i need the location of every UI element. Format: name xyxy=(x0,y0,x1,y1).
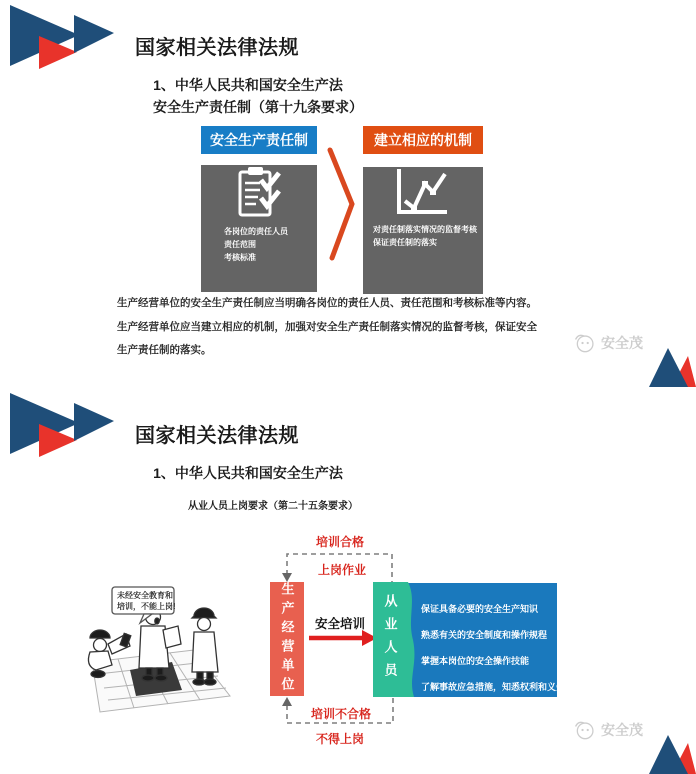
worker-box-label: 从业人员 xyxy=(382,593,398,686)
slide2-subtitle-line2: 从业人员上岗要求（第二十五条要求） xyxy=(188,501,358,512)
top-flow-pass-label: 培训合格 xyxy=(315,535,364,549)
slide1-subtitle-line1: 1、中华人民共和国安全生产法 xyxy=(153,77,343,93)
watermark-text: 安全茂 xyxy=(601,722,643,738)
corner-triangles-icon xyxy=(642,340,696,387)
producer-box-label: 生产经营单位 xyxy=(279,582,295,696)
top-flow-work-label: 上岗作业 xyxy=(317,563,366,577)
bubble-line1: 未经安全教育和 xyxy=(117,591,173,600)
responsibility-box-body xyxy=(201,165,317,292)
training-arrow xyxy=(309,630,377,646)
requirement-item: 熟悉有关的安全制度和操作规程 xyxy=(421,630,548,640)
slide1-title: 国家相关法律法规 xyxy=(135,37,299,59)
slide1-paragraph: 生产经营单位的安全生产责任制应当明确各岗位的责任人员、责任范围和考核标准等内容。生产经营单位应当建立相应的机制，加强对安全生产责任制落实情况的监督考核，保证安全生产责任制的落实。 xyxy=(117,297,537,356)
clipboard-check-icon xyxy=(236,165,282,219)
slide1-subtitle-line2: 安全生产责任制（第十九条要求） xyxy=(153,99,363,115)
responsibility-item: 考核标准 xyxy=(224,253,256,262)
mechanism-items xyxy=(363,223,483,249)
slide2-title: 国家相关法律法规 xyxy=(135,425,299,447)
worker-box xyxy=(373,582,407,697)
line-chart-icon xyxy=(395,167,451,217)
chevron-right-icon xyxy=(322,146,358,262)
corner-triangles-icon xyxy=(642,728,696,774)
mechanism-box-body xyxy=(363,167,483,294)
responsibility-item: 各岗位的责任人员 xyxy=(224,227,288,236)
training-arrow-label: 安全培训 xyxy=(314,617,365,631)
watermark xyxy=(573,718,643,742)
requirement-item: 了解事故应急措施，知悉权利和义务 xyxy=(421,682,566,692)
producer-box xyxy=(270,582,304,696)
slide2-subtitle-line1: 1、中华人民共和国安全生产法 xyxy=(153,465,343,481)
responsibility-item: 责任范围 xyxy=(224,240,256,249)
mechanism-item: 保证责任制的落实 xyxy=(373,238,437,247)
responsibility-box-header: 安全生产责任制 xyxy=(201,126,317,154)
responsibility-items xyxy=(201,225,317,264)
watermark xyxy=(573,331,643,355)
bottom-flow-fail-label: 培训不合格 xyxy=(310,707,371,721)
requirements-list xyxy=(406,583,566,700)
bottom-flow-nowork-label: 不得上岗 xyxy=(315,732,364,746)
mechanism-box-header: 建立相应的机制 xyxy=(363,126,483,154)
requirement-item: 掌握本岗位的安全操作技能 xyxy=(421,656,530,666)
mechanism-box xyxy=(363,126,483,294)
mascot-face-icon xyxy=(573,331,599,355)
requirements-panel xyxy=(406,583,566,697)
bubble-line2: 培训，不能上岗! xyxy=(117,602,176,611)
responsibility-box xyxy=(201,126,317,292)
requirement-item: 保证具备必要的安全生产知识 xyxy=(421,604,539,614)
mascot-face-icon xyxy=(573,718,599,742)
watermark-text: 安全茂 xyxy=(601,335,643,351)
slide-2 xyxy=(0,387,696,774)
down-arrowhead xyxy=(282,573,292,582)
triangles-logo-icon xyxy=(6,2,116,72)
mechanism-item: 对责任制落实情况的监督考核 xyxy=(373,225,477,234)
